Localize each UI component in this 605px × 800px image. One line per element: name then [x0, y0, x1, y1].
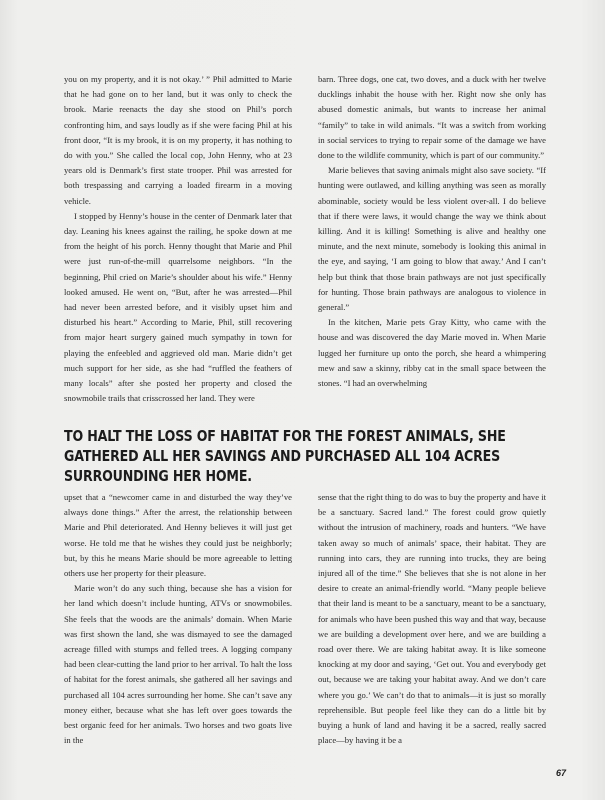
- paragraph: barn. Three dogs, one cat, two doves, and a duck with her twelve ducklings inhabit the house with her. Right now she only has abused domestic animals, but wants to increase her animal “family” to take in wild animals. “It was a switch from working in social services to trying to repair some of the damage we have done to the wildlife community, which is part of our community.”: [318, 74, 546, 161]
- paragraph: I stopped by Henny’s house in the center of Denmark later that day. Leaning his knees against the railing, he spoke down at me from the height of his porch. Henny thought that Marie and Phil were just run-of-the-mill quarrelsome neighbors. “In the beginning, Phil cried on Marie’s shoulder about his wife.” Henny looked amused. He went on, “But, after he was arrested—Phil had never been arrested before, and it visibly upset him and disturbed his heart.” According to Marie, Phil, still recovering from major heart surgery gained much sympathy in town for playing the enfeebled and aggrieved old man. Marie didn’t get much support for her side, as she had “ruffled the feathers of many locals” after she posted her property and closed the snowmobile trails that crisscrossed her land. They were: [64, 210, 292, 404]
- column-bottom-left: [64, 490, 292, 748]
- column-bottom-right: [318, 490, 546, 748]
- paragraph: Marie won’t do any such thing, because she has a vision for her land which doesn’t include hunting, ATVs or snowmobiles. She feels that the woods are the animals’ domain. When Marie was first shown the land, she was dismayed to see the damaged acreage filled with stumps and felled trees. A logging company had been clear-cutting the land prior to her arrival. To halt the loss of habitat for the forest animals, she gathered all her savings and purchased all 104 acres surrounding her home. She can’t save any money either, because what she has left over goes towards the best organic feed for her animals. Two horses and two goats live in the: [64, 583, 292, 746]
- pull-quote: TO HALT THE LOSS OF HABITAT FOR THE FOREST ANIMALS, SHE GATHERED ALL HER SAVINGS AND PURCHASED ALL 104 ACRES SURROUNDING HER HOME.: [64, 427, 506, 485]
- page-number: 67: [556, 768, 567, 778]
- paragraph: Marie believes that saving animals might also save society. “If hunting were outlawed, and killing anything was seen as morally abominable, society would be less violent over-all. I do believe that if there were laws, it would change the way we think about killing. And it is killing! Something is alive and healthy one minute, and the next minute, somebody is looking this animal in the eye, and saying, ‘I am going to blow that away.’ And I can’t help but think that those brain pathways are not just specifically for hunting. Those brain pathways are analogous to violence in general.”: [318, 165, 546, 313]
- column-top-right: [318, 72, 546, 391]
- paragraph: you on my property, and it is not okay.’ ” Phil admitted to Marie that he had gone on to her land, but it was only to check the brook. Marie reenacts the day she stood on Phil’s porch confronting him, and says loudly as if she were facing Phil at his front door, “It is my brook, it is on my property, it has nothing to do with you.” She called the local cop, John Henny, who at 23 years old is Denmark’s first state trooper. Phil was arrested for both trespassing and carrying a loaded firearm in a moving vehicle.: [64, 74, 292, 206]
- column-top-left: [64, 72, 292, 406]
- paragraph: upset that a “newcomer came in and disturbed the way they’ve always done things.” After the arrest, the relationship between Marie and Phil deteriorated. And Henny believes it will just get worse. He told me that he wishes they could just be neighborly; but, by this he means Marie should be more agreeable to letting others use her property for their pleasure.: [64, 492, 292, 579]
- paragraph: In the kitchen, Marie pets Gray Kitty, who came with the house and was discovered the day Marie moved in. When Marie lugged her furniture up onto the porch, she heard a whimpering mew and saw a skinny, ribby cat in the small space between the stones. “I had an overwhelming: [318, 317, 546, 389]
- paragraph: sense that the right thing to do was to buy the property and have it be a sanctuary. Sacred land.” The forest could grow quietly without the intrusion of machinery, roads and hunters. “We have taken away so much of animals’ space, their habitat. They are running into cars, they are running into trucks, they are being injured all of the time.” She believes that she is not alone in her desire to create an animal-friendly world. “Many people believe that their land is meant to be a sanctuary, meant to be a sanctuary, for animals who have been pushed this way and that way, because we are building a development over here, and we are building a road over there. We are taking habitat away. It is like someone knocking at my door and saying, ‘Get out. You and everybody get out, because we are taking your habitat away. And we don’t care where you go.’ We can’t do that to animals—it is just so morally reprehensible. But people feel like they can do a little bit by buying a hunk of land and having it be a sacred, really sacred place—by having it be a: [318, 492, 546, 746]
